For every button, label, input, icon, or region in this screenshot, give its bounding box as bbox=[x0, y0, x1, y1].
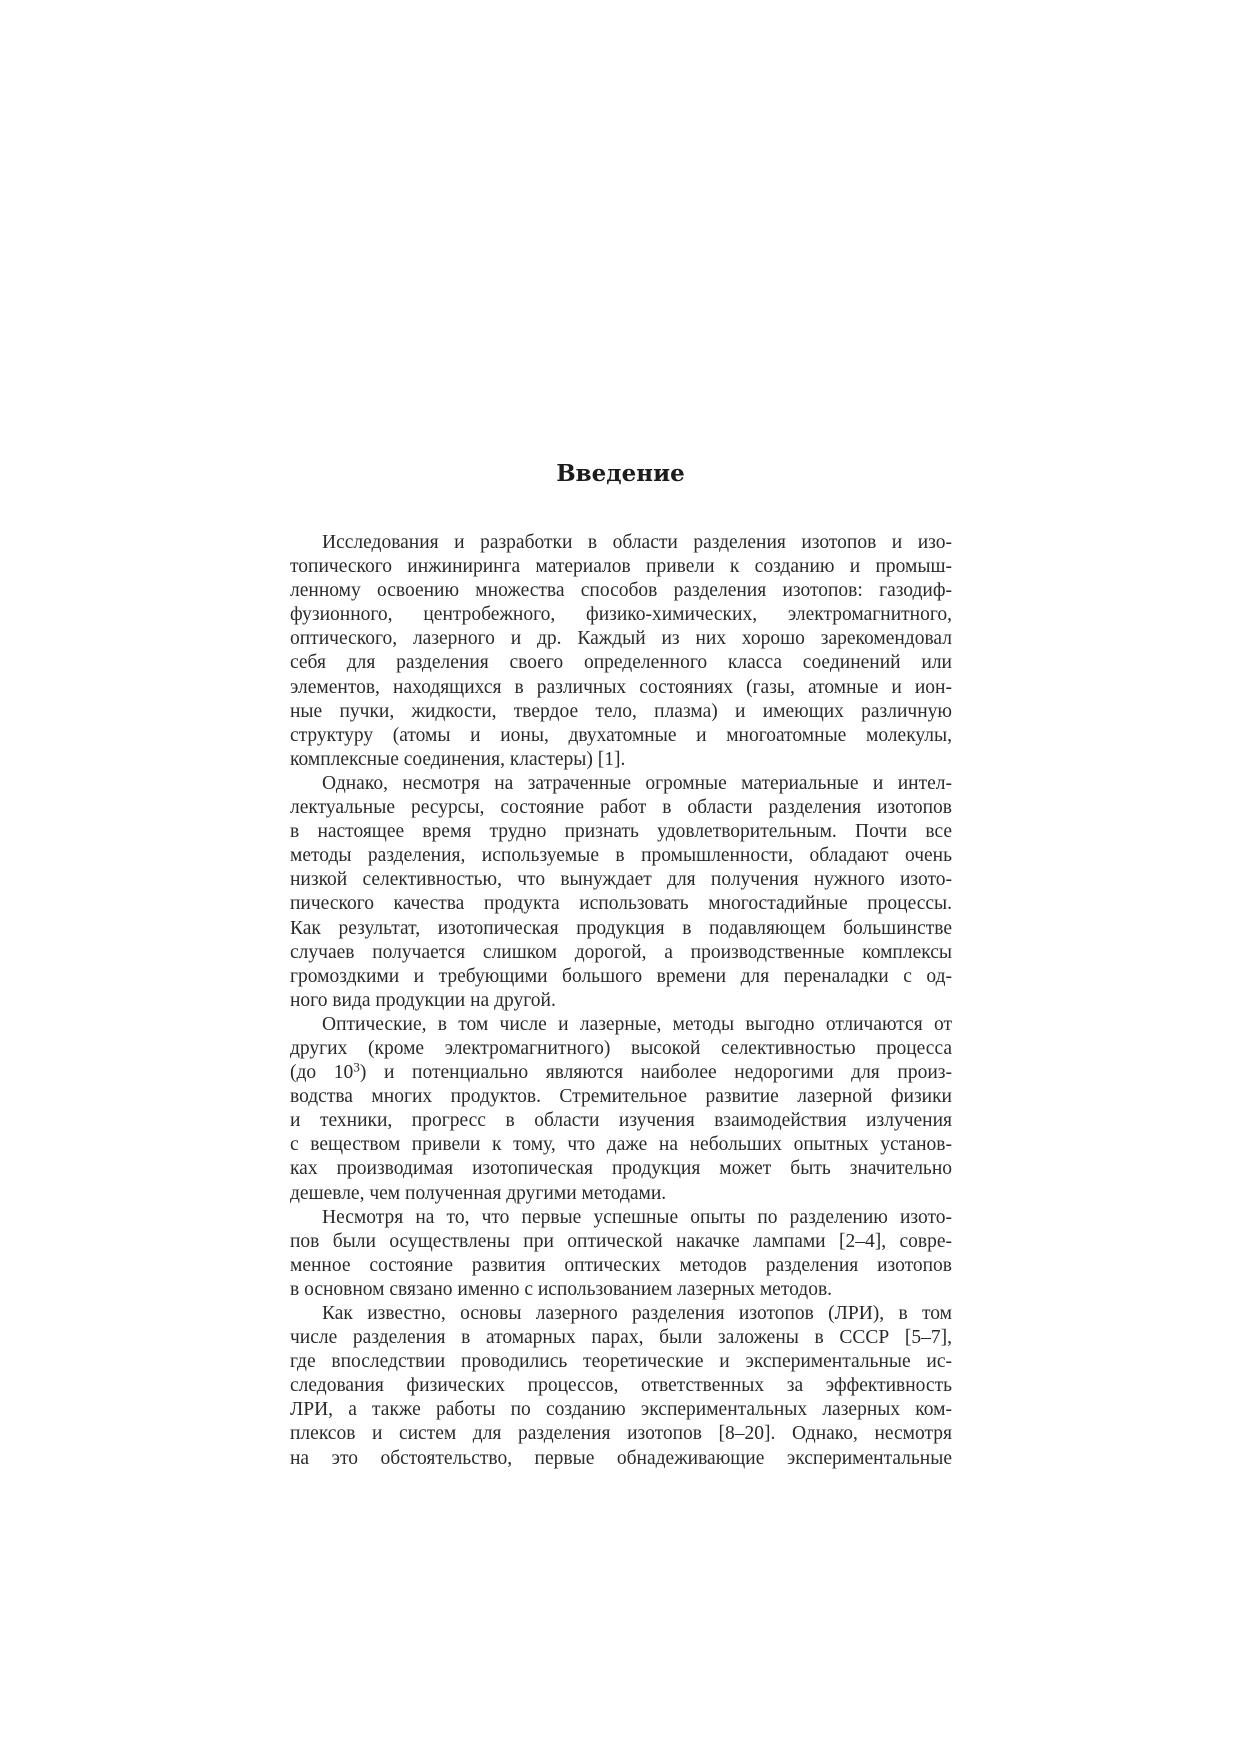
text-fragment: (до 10 bbox=[290, 1062, 354, 1084]
text-line: ках производимая изотопическая продукция может быть значительно bbox=[290, 1158, 952, 1180]
superscript-exponent: 3 bbox=[353, 1059, 360, 1075]
text-line: ного вида продукции на другой. bbox=[290, 989, 556, 1011]
text-line: водства многих продуктов. Стремительное развитие лазерной физики bbox=[290, 1086, 952, 1108]
text-line: ные пучки, жидкости, твердое тело, плазма) и имеющих различную bbox=[290, 700, 952, 722]
text-line: Как результат, изотопическая продукция в подавляющем большинстве bbox=[290, 917, 952, 939]
text-line: с веществом привели к тому, что даже на небольших опытных установ- bbox=[290, 1134, 952, 1156]
text-line: менное состояние развития оптических методов разделения изотопов bbox=[290, 1254, 952, 1276]
text-line: пов были осуществлены при оптической накачке лампами [2–4], совре- bbox=[290, 1230, 952, 1252]
text-line: элементов, находящихся в различных состояниях (газы, атомные и ион- bbox=[290, 676, 952, 698]
text-line: ЛРИ, а также работы по созданию экспериментальных лазерных ком- bbox=[290, 1399, 952, 1421]
paragraph-4 bbox=[290, 1206, 952, 1302]
text-line: плексов и систем для разделения изотопов [8–20]. Однако, несмотря bbox=[290, 1423, 952, 1445]
text-line: громоздкими и требующими большого времени для переналадки с од- bbox=[290, 965, 952, 987]
text-line: Как известно, основы лазерного разделения изотопов (ЛРИ), в том bbox=[322, 1303, 952, 1324]
text-line: методы разделения, используемые в промышленности, обладают очень bbox=[290, 845, 952, 867]
text-line: лектуальные ресурсы, состояние работ в области разделения изотопов bbox=[290, 797, 952, 819]
text-line: пического качества продукта использовать многостадийные процессы. bbox=[290, 893, 952, 915]
text-line: числе разделения в атомарных парах, были заложены в СССР [5–7], bbox=[290, 1327, 952, 1349]
text-line: других (кроме электромагнитного) высокой селективностью процесса bbox=[290, 1037, 952, 1059]
text-line: Оптические, в том числе и лазерные, методы выгодно отличаются от bbox=[322, 1013, 952, 1035]
paragraph-5 bbox=[290, 1302, 952, 1471]
text-line: дешевле, чем полученная другими методами. bbox=[290, 1182, 667, 1204]
body-text bbox=[290, 531, 952, 1471]
text-line: низкой селективностью, что вынуждает для получения нужного изото- bbox=[290, 869, 952, 891]
text-line: топического инжиниринга материалов привели к созданию и промыш- bbox=[290, 556, 952, 578]
text-line: и техники, прогресс в области изучения взаимодействия излучения bbox=[290, 1110, 952, 1132]
text-fragment: ) и потенциально являются наиболее недорогими для произ- bbox=[359, 1062, 952, 1084]
paragraph-3 bbox=[290, 1013, 952, 1206]
text-line: на это обстоятельство, первые обнадеживающие экспериментальные bbox=[290, 1447, 952, 1469]
text-line: ленному освоению множества способов разделения изотопов: газодиф- bbox=[290, 580, 952, 602]
text-line: комплексные соединения, кластеры) [1]. bbox=[290, 748, 626, 770]
text-line: Исследования и разработки в области разделения изотопов и изо- bbox=[322, 532, 952, 553]
text-line: Несмотря на то, что первые успешные опыты по разделению изото- bbox=[322, 1206, 952, 1228]
text-line: оптического, лазерного и др. Каждый из них хорошо зарекомендовал bbox=[290, 628, 952, 650]
text-line: фузионного, центробежного, физико-химических, электромагнитного, bbox=[290, 604, 952, 626]
text-line: следования физических процессов, ответственных за эффективность bbox=[290, 1375, 952, 1397]
chapter-heading: Введение bbox=[556, 460, 685, 487]
text-line: себя для разделения своего определенного класса соединений или bbox=[290, 652, 952, 674]
text-line: где впоследствии проводились теоретические и экспериментальные ис- bbox=[290, 1351, 952, 1373]
text-line: структуру (атомы и ионы, двухатомные и многоатомные молекулы, bbox=[290, 724, 952, 746]
text-line: Однако, несмотря на затраченные огромные материальные и интел- bbox=[322, 772, 952, 794]
paragraph-2 bbox=[290, 772, 952, 1013]
paragraph-1 bbox=[290, 531, 952, 772]
text-line: случаев получается слишком дорогой, а производственные комплексы bbox=[290, 941, 952, 963]
text-line-with-superscript bbox=[290, 1061, 952, 1085]
text-line: в настоящее время трудно признать удовлетворительным. Почти все bbox=[290, 821, 952, 843]
text-line: в основном связано именно с использованием лазерных методов. bbox=[290, 1278, 833, 1300]
